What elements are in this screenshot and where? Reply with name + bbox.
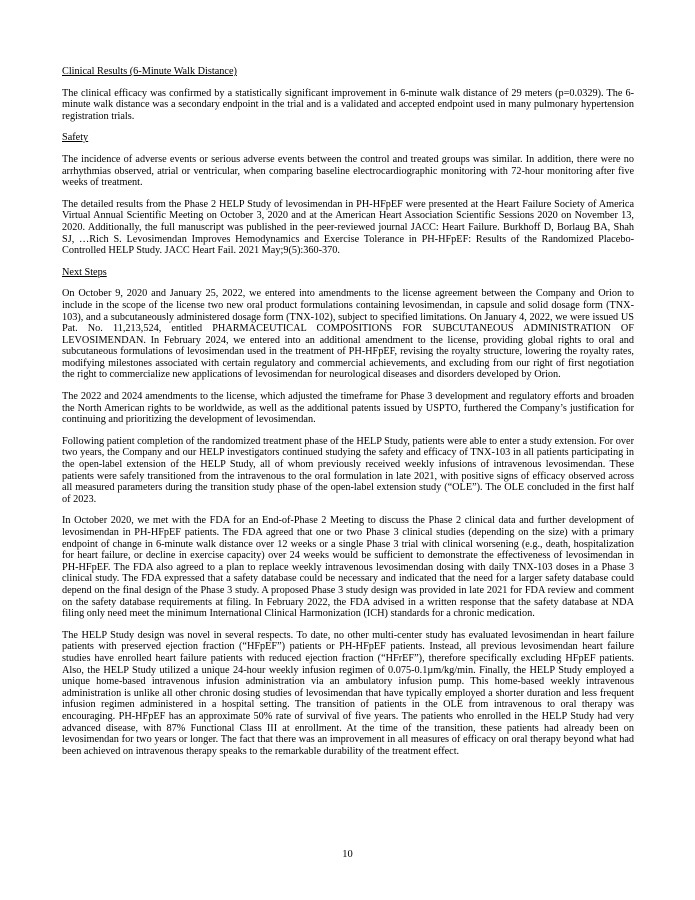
paragraph: On October 9, 2020 and January 25, 2022, we entered into amendments to the license agreement between the Company and Orion to include in the scope of the license two new oral product formulations containing levosimendan, in capsule and solid dosage form (TNX-103), and a subcutaneously administered dosage form (TNX-102), subject to specified limitations. On January 4, 2022, we were issued US Pat. No. 11,213,524, entitled PHARMACEUTICAL COMPOSITIONS FOR SUBCUTANEOUS ADMINISTRATION OF LEVOSIMENDAN. In February 2024, we entered into an additional amendment to the license, providing global rights to oral and subcutaneous formulations of levosimendan used in the treatment of PH-HFpEF, revising the royalty structure, lowering the royalty rates, modifying milestones associated with certain regulatory and commercial achievements, and excluding from our right of first negotiation the right to commercialize new applications of levosimendan for neurological diseases and disorders developed by Orion. [62,288,634,381]
paragraph: The HELP Study design was novel in several respects. To date, no other multi-center study has evaluated levosimendan in heart failure patients with preserved ejection fraction (“HFpEF”) patients or PH-HFpEF patients. Instead, all previous levosimendan heart failure studies have enrolled heart failure patients with reduced ejection fraction (“HFrEF”), therefore specifically excluding HFpEF patients. Also, the HELP Study utilized a unique 24-hour weekly infusion regimen of 0.075-0.1µm/kg/min. Finally, the HELP Study employed a unique home-based intravenous infusion administration via an ambulatory infusion pump. This home-based weekly intravenous administration is unlike all other chronic dosing studies of levosimendan that have typically employed a shorter duration and less frequent infusion regimen administered in a hospital setting. The transition of patients in the OLE from intravenous to oral therapy was encouraging. PH-HFpEF has an approximate 50% rate of survival of five years. The patients who enrolled in the HELP Study had very advanced disease, with 87% Functional Class III at enrollment. At the time of the transition, these patients had already been on levosimendan for two years or longer. The fact that there was an improvement in all measures of efficacy on oral therapy beyond what had been achieved on intravenous therapy speaks to the remarkable durability of the treatment effect. [62,629,634,757]
page-number: 10 [342,849,353,860]
paragraph: The 2022 and 2024 amendments to the license, which adjusted the timeframe for Phase 3 development and regulatory efforts and broaden the North American rights to be worldwide, as well as the additional patents issued by USPTO, furthered the Company’s justification for continuing and prioritizing the development of levosimendan. [62,391,634,426]
section-heading-clinical-results: Clinical Results (6-Minute Walk Distance) [62,66,237,77]
section-heading-next-steps: Next Steps [62,266,107,278]
paragraph: The clinical efficacy was confirmed by a statistically significant improvement in 6-minute walk distance of 29 meters (p=0.0329). The 6-minute walk distance was a secondary endpoint in the trial and is a validated and accepted endpoint used in many pulmonary hypertension registration trials. [62,87,634,122]
section-heading-safety: Safety [62,132,89,144]
paragraph: In October 2020, we met with the FDA for an End-of-Phase 2 Meeting to discuss the Phase 2 clinical data and further development of levosimendan in PH-HFpEF patients. The FDA agreed that one or two Phase 3 clinical studies (depending on the size) with a primary endpoint of change in 6-minute walk distance over 12 weeks or a single Phase 3 trial with clinical worsening (e.g., death, hospitalization for heart failure, or decline in exercise capacity) over 24 weeks would be sufficient to demonstrate the effectiveness of levosimendan in PH-HFpEF. The FDA also agreed to a plan to replace weekly intravenous levosimendan dosing with daily TNX-103 doses in a Phase 3 clinical study. The FDA expressed that a safety database could be necessary and indicated that the need for a larger safety database could depend on the final design of the Phase 3 study. A proposed Phase 3 study design was provided in late 2021 for FDA review and comment on the safety database requirements at filing. In February 2022, the FDA advised in a written response that the safety database at NDA filing only need meet the minimum International Clinical Harmonization (ICH) standards for a chronic medication. [62,515,634,620]
paragraph: The incidence of adverse events or serious adverse events between the control and treated groups was similar. In addition, there were no arrhythmias observed, atrial or ventricular, when comparing baseline electrocardiographic monitoring with 72-hour monitoring after five weeks of treatment. [62,153,634,189]
document-body [62,66,634,767]
paragraph: The detailed results from the Phase 2 HELP Study of levosimendan in PH-HFpEF were presented at the Heart Failure Society of America Virtual Annual Scientific Meeting on October 3, 2020 and at the American Heart Association Scientific Sessions 2020 on November 13, 2020. Additionally, the full manuscript was published in the peer-reviewed journal JACC: Heart Failure. Burkhoff D, Borlaug BA, Shah SJ, …Rich S. Levosimendan Improves Hemodynamics and Exercise Tolerance in PH-HFpEF: Results of the Randomized Placebo-Controlled HELP Study. JACC Heart Fail. 2021 May;9(5):360-370. [62,198,634,257]
paragraph: Following patient completion of the randomized treatment phase of the HELP Study, patients were able to enter a study extension. For over two years, the Company and our HELP investigators continued studying the safety and efficacy of TNX-103 in all patients participating in the open-label extension of the HELP Study, all of whom previously received weekly infusions of intravenous levosimendan. These patients were safely transitioned from the intravenous to the oral formulation in late 2021, with positive signs of efficacy observed across all measured parameters during the transition study phase of the open-label extension study (“OLE”). The OLE concluded in the first half of 2023. [62,435,634,505]
